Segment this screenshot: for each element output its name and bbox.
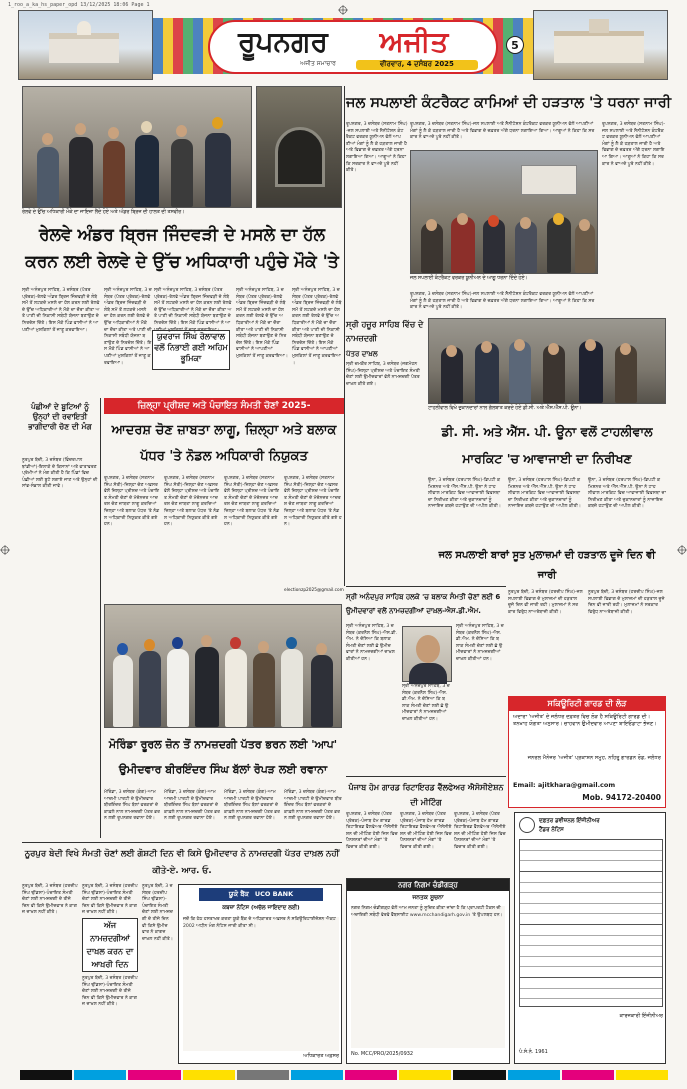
home-guard-body-col2: ਰੂਪਨਗਰ, 3 ਦਸੰਬਰ (ਪੱਤਰ ਪ੍ਰੇਰਕ)-ਪੰਜਾਬ ਹੋਮ ਗਾਰਡ ਰਿਟਾਇਰਡ ਵੈੱਲਫੇਅਰ ਐਸੋਸੀਏਸ਼ਨ ਦੀ ਮੀਟਿੰਗ ਹੋਈ ਜਿਸ ਵਿਚ ਪੈਨਸ਼ਨਰਾਂ ਦੀਆਂ ਮੰਗਾਂ 'ਤੇ ਵਿਚਾਰ ਕੀਤੀ ਗਈ। [400,812,452,874]
anandpur-headline: ਸ੍ਰੀ ਅਨੰਦਪੁਰ ਸਾਹਿਬ ਹਲਕੇ 'ਚ ਬਲਾਕ ਸੰਮਤੀ ਚੋਣਾਂ ਲਈ 6 ਉਮੀਦਵਾਰਾਂ ਵਲੋਂ ਨਾਮਜ਼ਦਗੀਆਂ ਦਾਖ਼ਲ-ਐਸ.ਡੀ.ਐਮ. [346,593,501,615]
rail-body-col3: ਸ੍ਰੀ ਅਨੰਦਪੁਰ ਸਾਹਿਬ, 3 ਦਸੰਬਰ (ਪੱਤਰ ਪ੍ਰੇਰਕ)-ਰੇਲਵੇ ਅੰਡਰ ਬ੍ਰਿਜ ਜਿੰਦਵੜੀ ਦੇ ਲੰਬੇ ਸਮੇਂ ਤੋਂ ਲਟਕਦੇ ਮਸਲੇ ਦਾ ਹੱਲ ਕਰਨ ਲਈ ਰੇਲਵੇ ਦੇ ਉੱਚ ਅਧਿਕਾਰੀਆਂ ਨੇ ਮੌਕੇ ਦਾ ਦੌਰਾ ਕੀਤਾ ਅਤੇ ਪਾਣੀ ਦੀ ਨਿਕਾਸੀ ਸਬੰਧੀ ਯੋਜਨਾ ਬਣਾਉਣ ਦੇ ਨਿਰਦੇਸ਼ ਦਿੱਤੇ। ਇਸ ਮੌਕੇ ਪਿੰਡ ਵਾਸੀਆਂ ਨੇ ਆਪਣੀਆਂ ਮੁਸ਼ਕਿਲਾਂ ਤੋਂ ਜਾਣੂ ਕਰਵਾਇਆ। [154,288,232,333]
rule-above-home-guard [346,776,506,777]
page-number-badge: 5 [506,36,524,54]
anandpur-body-col3: ਸ੍ਰੀ ਅਨੰਦਪੁਰ ਸਾਹਿਬ, 3 ਦਸੰਬਰ (ਕਰਨੈਲ ਸਿੰਘ)-ਐਸ.ਡੀ.ਐਮ. ਨੇ ਦੱਸਿਆ ਕਿ ਬਲਾਕ ਸੰਮਤੀ ਚੋਣਾਂ ਲਈ ਛੇ ਉਮੀਦਵਾਰਾਂ ਨੇ ਨਾਮਜ਼ਦਗੀਆਂ ਦਾਖ਼ਲ ਕੀਤੀਆਂ ਹਨ। [402,684,452,774]
water-strike-headline: ਜਲ ਸਪਲਾਈ ਕੰਟਰੈਕਟ ਕਾਮਿਆਂ ਦੀ ਹੜਤਾਲ 'ਤੇ ਧਰਨਾ ਜਾਰੀ [346,95,672,111]
print-slug: 1_roo_a_ka_hs_paper_opd 13/12/2025 18:06 Page 1 [8,2,150,8]
registration-mark-right [677,540,687,550]
election-body-col4: ਰੂਪਨਗਰ, 3 ਦਸੰਬਰ (ਸਤਨਾਮ ਸਿੰਘ ਸੱਤੀ)-ਜ਼ਿਲ੍ਹਾ ਚੋਣ ਅਫ਼ਸਰ ਵੱਲੋਂ ਜ਼ਿਲ੍ਹਾ ਪ੍ਰੀਸ਼ਦ ਅਤੇ ਪੰਚਾਇਤ ਸੰਮਤੀ ਚੋਣਾਂ ਦੇ ਮੱਦੇਨਜ਼ਰ ਆਦਰਸ਼ ਚੋਣ ਜ਼ਾਬਤਾ ਲਾਗੂ ਕਰਦਿਆਂ ਜ਼ਿਲ੍ਹਾ ਅਤੇ ਬਲਾਕ ਪੱਧਰ 'ਤੇ ਨੋਡਲ ਅਧਿਕਾਰੀ ਨਿਯੁਕਤ ਕੀਤੇ ਗਏ ਹਨ। [284,476,342,586]
dc-ssp-headline: ਡੀ. ਸੀ. ਅਤੇ ਐੱਸ. ਪੀ. ਊਨਾ ਵਲੋਂ ਟਾਹਲੀਵਾਲ ਮਾਰਕਿਟ 'ਚ ਆਵਾਜਾਈ ਦਾ ਨਿਰੀਖਣ [441,424,653,466]
tender-ad-subtitle: ਟੈਂਡਰ ਨੋਟਿਸ [539,827,564,833]
water-strike-body-top: ਰੂਪਨਗਰ, 3 ਦਸੰਬਰ (ਸਤਨਾਮ ਸਿੰਘ)-ਜਲ ਸਪਲਾਈ ਅਤੇ ਸੈਨੀਟੇਸ਼ਨ ਕੰਟਰੈਕਟ ਵਰਕਰ ਯੂਨੀਅਨ ਵੱਲੋਂ ਆਪਣੀਆਂ ਮੰਗਾਂ ਨੂੰ ਲੈ ਕੇ ਹੜਤਾਲ ਜਾਰੀ ਹੈ ਅਤੇ ਵਿਭਾਗ ਦੇ ਦਫ਼ਤਰ ਅੱਗੇ ਧਰਨਾ ਲਗਾਇਆ ਗਿਆ। ਆਗੂਆਂ ਨੇ ਕਿਹਾ ਕਿ ਸਰਕਾਰ ਨੇ ਵਾਅਦੇ ਪੂਰੇ ਨਹੀਂ ਕੀਤੇ। [410,122,598,148]
security-ad-mobile: Mob. 94172-20400 [582,793,661,802]
municipal-ad-title: ਨਗਰ ਨਿਗਮ ਚੰਡੀਗੜ੍ਹ [347,879,509,891]
registration-mark-top [338,0,348,10]
nomination-body: ਸ੍ਰੀ ਚਮਕੌਰ ਸਾਹਿਬ, 3 ਦਸੰਬਰ (ਜਗਮੋਹਨ ਸਿੰਘ)-ਜ਼ਿਲ੍ਹਾ ਪ੍ਰੀਸ਼ਦ ਅਤੇ ਪੰਚਾਇਤ ਸੰਮਤੀ ਚੋਣਾਂ ਲਈ ਉਮੀਦਵਾਰਾਂ ਵੱਲੋਂ ਨਾਮਜ਼ਦਗੀ ਪੱਤਰ ਦਾਖ਼ਲ ਕੀਤੇ ਗਏ। [346,362,424,582]
anandpur-portrait [402,626,452,682]
nurpur-box: ਅੱਜ ਨਾਮਜ਼ਦਗੀਆਂ ਦਾਖ਼ਲ ਕਰਨ ਦਾ ਆਖ਼ਰੀ ਦਿਨ [82,918,138,972]
dc-ssp-body-col3: ਊਨਾ, 3 ਦਸੰਬਰ (ਹਰਪਾਲ ਸਿੰਘ)-ਡਿਪਟੀ ਕਮਿਸ਼ਨਰ ਅਤੇ ਐੱਸ.ਐੱਸ.ਪੀ. ਊਨਾ ਨੇ ਟਾਹਲੀਵਾਲ ਮਾਰਕਿਟ ਵਿਚ ਆਵਾਜਾਈ ਵਿਵਸਥਾ ਦਾ ਨਿਰੀਖਣ ਕੀਤਾ ਅਤੇ ਦੁਕਾਨਦਾਰਾਂ ਨੂੰ ਨਾਜਾਇਜ਼ ਕਬਜ਼ੇ ਹਟਾਉਣ ਦੀ ਅਪੀਲ ਕੀਤੀ। [588,478,666,544]
left-rail-body: ਨੂਰਪੁਰ ਬੇਦੀ, 3 ਦਸੰਬਰ (ਵਿੰਦਰਪਾਲ ਝਾਂਡੀਆਂ)-ਇਲਾਕੇ ਦੇ ਕਿਸਾਨਾਂ ਅਤੇ ਵਾਤਾਵਰਣ ਪ੍ਰੇਮੀਆਂ ਨੇ ਮੰਗ ਕੀਤੀ ਹੈ ਕਿ ਪਿੰਡਾਂ ਵਿਚ ਪੰਛੀਆਂ ਲਈ ਬੂਟੇ ਲਗਾਏ ਜਾਣ ਅਤੇ ਉਨ੍ਹਾਂ ਦੀ ਸਾਂਭ-ਸੰਭਾਲ ਕੀਤੀ ਜਾਵੇ। [22,458,98,838]
uco-logo-bar [199,888,323,901]
tender-ad [514,812,666,1064]
uco-bank-name-en: UCO BANK [254,890,294,898]
tender-emblem-icon [519,817,535,833]
column-rule-center [344,86,345,586]
anandpur-body-col1: ਸ੍ਰੀ ਅਨੰਦਪੁਰ ਸਾਹਿਬ, 3 ਦਸੰਬਰ (ਕਰਨੈਲ ਸਿੰਘ)-ਐਸ.ਡੀ.ਐਮ. ਨੇ ਦੱਸਿਆ ਕਿ ਬਲਾਕ ਸੰਮਤੀ ਚੋਣਾਂ ਲਈ ਛੇ ਉਮੀਦਵਾਰਾਂ ਨੇ ਨਾਮਜ਼ਦਗੀਆਂ ਦਾਖ਼ਲ ਕੀਤੀਆਂ ਹਨ। [346,624,398,774]
rail-subhead-box: ਯੁਵਰਾਜ ਸਿੰਘ ਰੋਲਾਵਾਲ ਵਲੋਂ ਨਿਭਾਈ ਗਈ ਅਹਿਮ ਭੂਮਿਕਾ [152,330,230,370]
aap-photo [104,604,342,728]
rail-body-col2: ਸ੍ਰੀ ਅਨੰਦਪੁਰ ਸਾਹਿਬ, 3 ਦਸੰਬਰ (ਪੱਤਰ ਪ੍ਰੇਰਕ)-ਰੇਲਵੇ ਅੰਡਰ ਬ੍ਰਿਜ ਜਿੰਦਵੜੀ ਦੇ ਲੰਬੇ ਸਮੇਂ ਤੋਂ ਲਟਕਦੇ ਮਸਲੇ ਦਾ ਹੱਲ ਕਰਨ ਲਈ ਰੇਲਵੇ ਦੇ ਉੱਚ ਅਧਿਕਾਰੀਆਂ ਨੇ ਮੌਕੇ ਦਾ ਦੌਰਾ ਕੀਤਾ ਅਤੇ ਪਾਣੀ ਦੀ ਨਿਕਾਸੀ ਸਬੰਧੀ ਯੋਜਨਾ ਬਣਾਉਣ ਦੇ ਨਿਰਦੇਸ਼ ਦਿੱਤੇ। ਇਸ ਮੌਕੇ ਪਿੰਡ ਵਾਸੀਆਂ ਨੇ ਆਪਣੀਆਂ ਮੁਸ਼ਕਿਲਾਂ ਤੋਂ ਜਾਣੂ ਕਰਵਾਇਆ। [104,288,152,366]
aap-body-col4: ਮੋਰਿੰਡਾ, 3 ਦਸੰਬਰ (ਕੰਗ)-ਆਮ ਆਦਮੀ ਪਾਰਟੀ ਦੇ ਉਮੀਦਵਾਰ ਬੀਰਇੰਦਰ ਸਿੰਘ ਬੱਲਾਂ ਵਰਕਰਾਂ ਦੇ ਕਾਫ਼ਲੇ ਨਾਲ ਨਾਮਜ਼ਦਗੀ ਪੱਤਰ ਭਰਨ ਲਈ ਰੂਪਨਗਰ ਰਵਾਨਾ ਹੋਏ। [284,790,342,840]
masthead [18,10,668,86]
masthead-right-photo [533,10,668,80]
election-email: electionzp2025@gmail.com [284,588,344,593]
nurpur-headline: ਨੂਰਪੁਰ ਬੇਦੀ ਵਿਖੇ ਸੰਮਤੀ ਚੋਣਾਂ ਲਈ ਗੋਸ਼ਟੀ ਦਿਨ ਵੀ ਕਿਸੇ ਉਮੀਦਵਾਰ ਨੇ ਨਾਮਜ਼ਦਗੀ ਪੱਤਰ ਦਾਖ਼ਲ ਨਹੀਂ ਕੀਤੇ-ਏ. ਆਰ. ਓ. [24,849,340,876]
rail-body-col1: ਸ੍ਰੀ ਅਨੰਦਪੁਰ ਸਾਹਿਬ, 3 ਦਸੰਬਰ (ਪੱਤਰ ਪ੍ਰੇਰਕ)-ਰੇਲਵੇ ਅੰਡਰ ਬ੍ਰਿਜ ਜਿੰਦਵੜੀ ਦੇ ਲੰਬੇ ਸਮੇਂ ਤੋਂ ਲਟਕਦੇ ਮਸਲੇ ਦਾ ਹੱਲ ਕਰਨ ਲਈ ਰੇਲਵੇ ਦੇ ਉੱਚ ਅਧਿਕਾਰੀਆਂ ਨੇ ਮੌਕੇ ਦਾ ਦੌਰਾ ਕੀਤਾ ਅਤੇ ਪਾਣੀ ਦੀ ਨਿਕਾਸੀ ਸਬੰਧੀ ਯੋਜਨਾ ਬਣਾਉਣ ਦੇ ਨਿਰਦੇਸ਼ ਦਿੱਤੇ। ਇਸ ਮੌਕੇ ਪਿੰਡ ਵਾਸੀਆਂ ਨੇ ਆਪਣੀਆਂ ਮੁਸ਼ਕਿਲਾਂ ਤੋਂ ਜਾਣੂ ਕਰਵਾਇਆ। [22,288,100,396]
nurpur-body-col2b: ਨੂਰਪੁਰ ਬੇਦੀ, 3 ਦਸੰਬਰ (ਹਰਦੀਪ ਸਿੰਘ ਢੀਂਡਸਾ)-ਪੰਚਾਇਤ ਸੰਮਤੀ ਚੋਣਾਂ ਲਈ ਨਾਮਜ਼ਦਗੀ ਦੇ ਤੀਜੇ ਦਿਨ ਵੀ ਕਿਸੇ ਉਮੀਦਵਾਰ ਨੇ ਕਾਗਜ਼ ਦਾਖ਼ਲ ਨਹੀਂ ਕੀਤੇ। [82,976,138,1064]
security-ad-title: ਸਕਿਊਰਿਟੀ ਗਾਰਡ ਦੀ ਲੋੜ [509,697,665,711]
aap-headline: ਮੋਰਿੰਡਾ ਰੂਰਲ ਜ਼ੋਨ ਤੋਂ ਨਾਮਜ਼ਦਗੀ ਪੱਤਰ ਭਰਨ ਲਈ 'ਆਪ' ਉਮੀਦਵਾਰ ਬੀਰਇੰਦਰ ਸਿੰਘ ਬੱਲਾਂ ਰੋਪੜ ਲਈ ਰਵਾਨਾ [108,738,338,776]
municipal-ad-ref: No. MCC/PRO/2025/0932 [351,1051,414,1057]
nurpur-body-col3: ਨੂਰਪੁਰ ਬੇਦੀ, 3 ਦਸੰਬਰ (ਹਰਦੀਪ ਸਿੰਘ ਢੀਂਡਸਾ)-ਪੰਚਾਇਤ ਸੰਮਤੀ ਚੋਣਾਂ ਲਈ ਨਾਮਜ਼ਦਗੀ ਦੇ ਤੀਜੇ ਦਿਨ ਵੀ ਕਿਸੇ ਉਮੀਦਵਾਰ ਨੇ ਕਾਗਜ਼ ਦਾਖ਼ਲ ਨਹੀਂ ਕੀਤੇ। [142,884,174,1064]
masthead-date: ਵੀਰਵਾਰ, 4 ਦਸੰਬਰ 2025 [356,60,478,70]
dc-ssp-photo [428,318,666,404]
election-body-col3: ਰੂਪਨਗਰ, 3 ਦਸੰਬਰ (ਸਤਨਾਮ ਸਿੰਘ ਸੱਤੀ)-ਜ਼ਿਲ੍ਹਾ ਚੋਣ ਅਫ਼ਸਰ ਵੱਲੋਂ ਜ਼ਿਲ੍ਹਾ ਪ੍ਰੀਸ਼ਦ ਅਤੇ ਪੰਚਾਇਤ ਸੰਮਤੀ ਚੋਣਾਂ ਦੇ ਮੱਦੇਨਜ਼ਰ ਆਦਰਸ਼ ਚੋਣ ਜ਼ਾਬਤਾ ਲਾਗੂ ਕਰਦਿਆਂ ਜ਼ਿਲ੍ਹਾ ਅਤੇ ਬਲਾਕ ਪੱਧਰ 'ਤੇ ਨੋਡਲ ਅਧਿਕਾਰੀ ਨਿਯੁਕਤ ਕੀਤੇ ਗਏ ਹਨ। [224,476,280,602]
aap-body-col1: ਮੋਰਿੰਡਾ, 3 ਦਸੰਬਰ (ਕੰਗ)-ਆਮ ਆਦਮੀ ਪਾਰਟੀ ਦੇ ਉਮੀਦਵਾਰ ਬੀਰਇੰਦਰ ਸਿੰਘ ਬੱਲਾਂ ਵਰਕਰਾਂ ਦੇ ਕਾਫ਼ਲੇ ਨਾਲ ਨਾਮਜ਼ਦਗੀ ਪੱਤਰ ਭਰਨ ਲਈ ਰੂਪਨਗਰ ਰਵਾਨਾ ਹੋਏ। [104,790,160,840]
rule-above-anandpur [346,586,506,587]
security-ad-signoff: ਜਨਰਲ ਮੈਨੇਜਰ 'ਅਜੀਤ' ਪ੍ਰਕਾਸ਼ਨ ਸਮੂਹ, ਨਹਿਰੂ ਗਾਰਡਨ ਰੋਡ, ਜਲੰਧਰ [527,755,661,761]
water-strike-body-col1: ਰੂਪਨਗਰ, 3 ਦਸੰਬਰ (ਸਤਨਾਮ ਸਿੰਘ)-ਜਲ ਸਪਲਾਈ ਅਤੇ ਸੈਨੀਟੇਸ਼ਨ ਕੰਟਰੈਕਟ ਵਰਕਰ ਯੂਨੀਅਨ ਵੱਲੋਂ ਆਪਣੀਆਂ ਮੰਗਾਂ ਨੂੰ ਲੈ ਕੇ ਹੜਤਾਲ ਜਾਰੀ ਹੈ ਅਤੇ ਵਿਭਾਗ ਦੇ ਦਫ਼ਤਰ ਅੱਗੇ ਧਰਨਾ ਲਗਾਇਆ ਗਿਆ। ਆਗੂਆਂ ਨੇ ਕਿਹਾ ਕਿ ਸਰਕਾਰ ਨੇ ਵਾਅਦੇ ਪੂਰੇ ਨਹੀਂ ਕੀਤੇ। [346,122,408,292]
security-ad-body: ਅਦਾਰਾ 'ਅਜੀਤ' ਦੇ ਜਲੰਧਰ ਦਫ਼ਤਰ ਵਿਚ ਲੋੜ ਹੈ ਸਕਿਊਰਿਟੀ ਗਾਰਡ ਦੀ। ਤਨਖ਼ਾਹ ਯੋਗਤਾ ਅਨੁਸਾਰ। ਚਾਹਵਾਨ ਉਮੀਦਵਾਰ ਆਪਣਾ ਬਾਇਓਡਾਟਾ ਭੇਜਣ। [513,714,657,727]
nomination-kicker: ਪੱਤਰ ਦਾਖ਼ਲ [346,350,378,358]
rule-above-nurpur [22,842,342,843]
left-rail-headline: ਪੰਛੀਆਂ ਦੇ ਬੂਟਿਆਂ ਨੂੰ ਉਨ੍ਹਾਂ ਦੀ ਰਵਾਇਤੀ ਭਾਗੀਦਾਰੀ ਚੋਣ ਦੀ ਮੰਗ [28,402,92,431]
water-strike-caption: ਜਲ ਸਪਲਾਈ ਕੰਟਰੈਕਟ ਵਰਕਰ ਯੂਨੀਅਨ ਦੇ ਆਗੂ ਧਰਨਾ ਦਿੰਦੇ ਹੋਏ। [410,276,528,281]
rail-caption: ਰੇਲਵੇ ਦੇ ਉੱਚ ਅਧਿਕਾਰੀ ਮੌਕੇ ਦਾ ਜਾਇਜ਼ਾ ਲੈਂਦੇ ਹੋਏ ਅਤੇ ਅੰਡਰ ਬ੍ਰਿਜ ਦੀ ਹਾਲਤ ਦੀ ਤਸਵੀਰ। [22,210,185,215]
home-guard-body-col3: ਰੂਪਨਗਰ, 3 ਦਸੰਬਰ (ਪੱਤਰ ਪ੍ਰੇਰਕ)-ਪੰਜਾਬ ਹੋਮ ਗਾਰਡ ਰਿਟਾਇਰਡ ਵੈੱਲਫੇਅਰ ਐਸੋਸੀਏਸ਼ਨ ਦੀ ਮੀਟਿੰਗ ਹੋਈ ਜਿਸ ਵਿਚ ਪੈਨਸ਼ਨਰਾਂ ਦੀਆਂ ਮੰਗਾਂ 'ਤੇ ਵਿਚਾਰ ਕੀਤੀ ਗਈ। [454,812,506,874]
election-body-col2: ਰੂਪਨਗਰ, 3 ਦਸੰਬਰ (ਸਤਨਾਮ ਸਿੰਘ ਸੱਤੀ)-ਜ਼ਿਲ੍ਹਾ ਚੋਣ ਅਫ਼ਸਰ ਵੱਲੋਂ ਜ਼ਿਲ੍ਹਾ ਪ੍ਰੀਸ਼ਦ ਅਤੇ ਪੰਚਾਇਤ ਸੰਮਤੀ ਚੋਣਾਂ ਦੇ ਮੱਦੇਨਜ਼ਰ ਆਦਰਸ਼ ਚੋਣ ਜ਼ਾਬਤਾ ਲਾਗੂ ਕਰਦਿਆਂ ਜ਼ਿਲ੍ਹਾ ਅਤੇ ਬਲਾਕ ਪੱਧਰ 'ਤੇ ਨੋਡਲ ਅਧਿਕਾਰੀ ਨਿਯੁਕਤ ਕੀਤੇ ਗਏ ਹਨ। [164,476,220,602]
nurpur-body-col2: ਨੂਰਪੁਰ ਬੇਦੀ, 3 ਦਸੰਬਰ (ਹਰਦੀਪ ਸਿੰਘ ਢੀਂਡਸਾ)-ਪੰਚਾਇਤ ਸੰਮਤੀ ਚੋਣਾਂ ਲਈ ਨਾਮਜ਼ਦਗੀ ਦੇ ਤੀਜੇ ਦਿਨ ਵੀ ਕਿਸੇ ਉਮੀਦਵਾਰ ਨੇ ਕਾਗਜ਼ ਦਾਖ਼ਲ ਨਹੀਂ ਕੀਤੇ। [82,884,138,916]
tender-table [519,839,663,1007]
masthead-paper: ਅਜੀਤ [379,25,449,58]
rail-headline: ਰੇਲਵੇ ਅੰਡਰ ਬ੍ਰਿਜ ਜਿੰਦਵੜੀ ਦੇ ਮਸਲੇ ਦਾ ਹੱਲ ਕਰਨ ਲਈ ਰੇਲਵੇ ਦੇ ਉੱਚ ਅਧਿਕਾਰੀ ਪਹੁੰਚੇ ਮੌਕੇ 'ਤੇ [25,225,339,272]
column-rule-left [100,398,101,838]
water-strike-body-bottom: ਰੂਪਨਗਰ, 3 ਦਸੰਬਰ (ਸਤਨਾਮ ਸਿੰਘ)-ਜਲ ਸਪਲਾਈ ਅਤੇ ਸੈਨੀਟੇਸ਼ਨ ਕੰਟਰੈਕਟ ਵਰਕਰ ਯੂਨੀਅਨ ਵੱਲੋਂ ਆਪਣੀਆਂ ਮੰਗਾਂ ਨੂੰ ਲੈ ਕੇ ਹੜਤਾਲ ਜਾਰੀ ਹੈ ਅਤੇ ਵਿਭਾਗ ਦੇ ਦਫ਼ਤਰ ਅੱਗੇ ਧਰਨਾ ਲਗਾਇਆ ਗਿਆ। ਆਗੂਆਂ ਨੇ ਕਿਹਾ ਕਿ ਸਰਕਾਰ ਨੇ ਵਾਅਦੇ ਪੂਰੇ ਨਹੀਂ ਕੀਤੇ। [410,292,598,312]
rail-photo-bridge [256,86,342,208]
tender-ad-signoff: ਕਾਰਜਕਾਰੀ ਇੰਜੀਨੀਅਰ [619,1013,663,1019]
masthead-left-photo [18,10,153,80]
nomination-headline: ਸ੍ਰੀ ਹਜ਼ੂਰ ਸਾਹਿਬ ਵਿੱਚ ਦੇ ਨਾਮਜ਼ਦਗੀ [346,320,424,343]
uco-ad [178,884,342,1064]
uco-ad-signoff: ਅਧਿਕਾਰਤ ਅਫ਼ਸਰ [303,1053,339,1059]
aap-body-col2: ਮੋਰਿੰਡਾ, 3 ਦਸੰਬਰ (ਕੰਗ)-ਆਮ ਆਦਮੀ ਪਾਰਟੀ ਦੇ ਉਮੀਦਵਾਰ ਬੀਰਇੰਦਰ ਸਿੰਘ ਬੱਲਾਂ ਵਰਕਰਾਂ ਦੇ ਕਾਫ਼ਲੇ ਨਾਲ ਨਾਮਜ਼ਦਗੀ ਪੱਤਰ ਭਰਨ ਲਈ ਰੂਪਨਗਰ ਰਵਾਨਾ ਹੋਏ। [164,790,220,840]
water-strike-photo [410,150,598,274]
masthead-tagline: ਅਜੀਤ ਸਮਾਚਾਰ [300,60,336,67]
municipal-ad-body: ਨਗਰ ਨਿਗਮ ਚੰਡੀਗੜ੍ਹ ਵੱਲੋਂ ਆਮ ਜਨਤਾ ਨੂੰ ਸੂਚਿਤ ਕੀਤਾ ਜਾਂਦਾ ਹੈ ਕਿ ਪ੍ਰਾਪਰਟੀ ਟੈਕਸ ਦੀ ਅਦਾਇਗੀ ਸਬੰਧੀ ਵੇਰਵੇ ਵੈੱਬਸਾਈਟ www.mcchandigarh.gov.in 'ਤੇ ਉਪਲਬਧ ਹਨ। [351,906,505,1048]
tender-ad-title: ਦਫ਼ਤਰ ਡਵੀਜ਼ਨਲ ਇੰਜੀਨੀਅਰ [539,818,600,824]
registration-mark-left [0,540,10,550]
rail-body-col5: ਸ੍ਰੀ ਅਨੰਦਪੁਰ ਸਾਹਿਬ, 3 ਦਸੰਬਰ (ਪੱਤਰ ਪ੍ਰੇਰਕ)-ਰੇਲਵੇ ਅੰਡਰ ਬ੍ਰਿਜ ਜਿੰਦਵੜੀ ਦੇ ਲੰਬੇ ਸਮੇਂ ਤੋਂ ਲਟਕਦੇ ਮਸਲੇ ਦਾ ਹੱਲ ਕਰਨ ਲਈ ਰੇਲਵੇ ਦੇ ਉੱਚ ਅਧਿਕਾਰੀਆਂ ਨੇ ਮੌਕੇ ਦਾ ਦੌਰਾ ਕੀਤਾ ਅਤੇ ਪਾਣੀ ਦੀ ਨਿਕਾਸੀ ਸਬੰਧੀ ਯੋਜਨਾ ਬਣਾਉਣ ਦੇ ਨਿਰਦੇਸ਼ ਦਿੱਤੇ। ਇਸ ਮੌਕੇ ਪਿੰਡ ਵਾਸੀਆਂ ਨੇ ਆਪਣੀਆਂ ਮੁਸ਼ਕਿਲਾਂ ਤੋਂ ਜਾਣੂ ਕਰਵਾਇਆ। [292,288,342,394]
election-banner: ਜ਼ਿਲ੍ਹਾ ਪ੍ਰੀਸ਼ਦ ਅਤੇ ਪੰਚਾਇਤ ਸੰਮਤੀ ਚੋਣਾਂ 2025- [104,398,344,414]
water-strike2-headline: ਜਲ ਸਪਲਾਈ ਬਾਰਾਂ ਸੂਤ ਮੁਲਾਜ਼ਮਾਂ ਦੀ ਹੜਤਾਲ ਦੂਜੇ ਦਿਨ ਵੀ ਜਾਰੀ [438,550,656,581]
water-strike-body-col3: ਰੂਪਨਗਰ, 3 ਦਸੰਬਰ (ਸਤਨਾਮ ਸਿੰਘ)-ਜਲ ਸਪਲਾਈ ਅਤੇ ਸੈਨੀਟੇਸ਼ਨ ਕੰਟਰੈਕਟ ਵਰਕਰ ਯੂਨੀਅਨ ਵੱਲੋਂ ਆਪਣੀਆਂ ਮੰਗਾਂ ਨੂੰ ਲੈ ਕੇ ਹੜਤਾਲ ਜਾਰੀ ਹੈ ਅਤੇ ਵਿਭਾਗ ਦੇ ਦਫ਼ਤਰ ਅੱਗੇ ਧਰਨਾ ਲਗਾਇਆ ਗਿਆ। ਆਗੂਆਂ ਨੇ ਕਿਹਾ ਕਿ ਸਰਕਾਰ ਨੇ ਵਾਅਦੇ ਪੂਰੇ ਨਹੀਂ ਕੀਤੇ। [602,122,666,312]
dc-ssp-body-col1: ਊਨਾ, 3 ਦਸੰਬਰ (ਹਰਪਾਲ ਸਿੰਘ)-ਡਿਪਟੀ ਕਮਿਸ਼ਨਰ ਅਤੇ ਐੱਸ.ਐੱਸ.ਪੀ. ਊਨਾ ਨੇ ਟਾਹਲੀਵਾਲ ਮਾਰਕਿਟ ਵਿਚ ਆਵਾਜਾਈ ਵਿਵਸਥਾ ਦਾ ਨਿਰੀਖਣ ਕੀਤਾ ਅਤੇ ਦੁਕਾਨਦਾਰਾਂ ਨੂੰ ਨਾਜਾਇਜ਼ ਕਬਜ਼ੇ ਹਟਾਉਣ ਦੀ ਅਪੀਲ ਕੀਤੀ। [428,478,504,544]
rail-body-col4: ਸ੍ਰੀ ਅਨੰਦਪੁਰ ਸਾਹਿਬ, 3 ਦਸੰਬਰ (ਪੱਤਰ ਪ੍ਰੇਰਕ)-ਰੇਲਵੇ ਅੰਡਰ ਬ੍ਰਿਜ ਜਿੰਦਵੜੀ ਦੇ ਲੰਬੇ ਸਮੇਂ ਤੋਂ ਲਟਕਦੇ ਮਸਲੇ ਦਾ ਹੱਲ ਕਰਨ ਲਈ ਰੇਲਵੇ ਦੇ ਉੱਚ ਅਧਿਕਾਰੀਆਂ ਨੇ ਮੌਕੇ ਦਾ ਦੌਰਾ ਕੀਤਾ ਅਤੇ ਪਾਣੀ ਦੀ ਨਿਕਾਸੀ ਸਬੰਧੀ ਯੋਜਨਾ ਬਣਾਉਣ ਦੇ ਨਿਰਦੇਸ਼ ਦਿੱਤੇ। ਇਸ ਮੌਕੇ ਪਿੰਡ ਵਾਸੀਆਂ ਨੇ ਆਪਣੀਆਂ ਮੁਸ਼ਕਿਲਾਂ ਤੋਂ ਜਾਣੂ ਕਰਵਾਇਆ। [236,288,288,394]
masthead-city: ਰੂਪਨਗਰ [238,25,328,58]
aap-body-col3: ਮੋਰਿੰਡਾ, 3 ਦਸੰਬਰ (ਕੰਗ)-ਆਮ ਆਦਮੀ ਪਾਰਟੀ ਦੇ ਉਮੀਦਵਾਰ ਬੀਰਇੰਦਰ ਸਿੰਘ ਬੱਲਾਂ ਵਰਕਰਾਂ ਦੇ ਕਾਫ਼ਲੇ ਨਾਲ ਨਾਮਜ਼ਦਗੀ ਪੱਤਰ ਭਰਨ ਲਈ ਰੂਪਨਗਰ ਰਵਾਨਾ ਹੋਏ। [224,790,280,840]
uco-ad-body: ਜਦੋਂ ਕਿ ਹੇਠ ਹਸਤਾਖਰ ਕਰਤਾ ਯੂਕੋ ਬੈਂਕ ਦੇ ਅਧਿਕਾਰਤ ਅਫ਼ਸਰ ਨੇ ਸਕਿਊਰਿਟਾਈਜ਼ੇਸ਼ਨ ਐਕਟ 2002 ਅਧੀਨ ਮੰਗ ਨੋਟਿਸ ਜਾਰੀ ਕੀਤਾ ਸੀ। [183,917,339,1051]
dc-ssp-body-col2: ਊਨਾ, 3 ਦਸੰਬਰ (ਹਰਪਾਲ ਸਿੰਘ)-ਡਿਪਟੀ ਕਮਿਸ਼ਨਰ ਅਤੇ ਐੱਸ.ਐੱਸ.ਪੀ. ਊਨਾ ਨੇ ਟਾਹਲੀਵਾਲ ਮਾਰਕਿਟ ਵਿਚ ਆਵਾਜਾਈ ਵਿਵਸਥਾ ਦਾ ਨਿਰੀਖਣ ਕੀਤਾ ਅਤੇ ਦੁਕਾਨਦਾਰਾਂ ਨੂੰ ਨਾਜਾਇਜ਼ ਕਬਜ਼ੇ ਹਟਾਉਣ ਦੀ ਅਪੀਲ ਕੀਤੀ। [508,478,584,544]
municipal-ad-subtitle: ਜਨਤਕ ਸੂਚਨਾ [412,894,444,901]
dc-ssp-caption: ਟਾਹਲੀਵਾਲ ਵਿਖੇ ਦੁਕਾਨਦਾਰਾਂ ਨਾਲ ਗੱਲਬਾਤ ਕਰਦੇ ਹੋਏ ਡੀ.ਸੀ. ਅਤੇ ਐੱਸ.ਐੱਸ.ਪੀ. ਊਨਾ। [428,406,582,411]
security-ad-email: Email: ajitkhara@gmail.com [513,781,616,789]
uco-bank-name-pa: ਯੂਕੋ ਬੈਂਕ [228,890,249,898]
municipal-ad [346,878,510,1064]
anandpur-body-col2: ਸ੍ਰੀ ਅਨੰਦਪੁਰ ਸਾਹਿਬ, 3 ਦਸੰਬਰ (ਕਰਨੈਲ ਸਿੰਘ)-ਐਸ.ਡੀ.ਐਮ. ਨੇ ਦੱਸਿਆ ਕਿ ਬਲਾਕ ਸੰਮਤੀ ਚੋਣਾਂ ਲਈ ਛੇ ਉਮੀਦਵਾਰਾਂ ਨੇ ਨਾਮਜ਼ਦਗੀਆਂ ਦਾਖ਼ਲ ਕੀਤੀਆਂ ਹਨ। [456,624,506,774]
election-headline: ਆਦਰਸ਼ ਚੋਣ ਜ਼ਾਬਤਾ ਲਾਗੂ, ਜ਼ਿਲ੍ਹਾ ਅਤੇ ਬਲਾਕ ਪੱਧਰ 'ਤੇ ਨੋਡਲ ਅਧਿਕਾਰੀ ਨਿਯੁਕਤ [111,423,337,464]
home-guard-body-col1: ਰੂਪਨਗਰ, 3 ਦਸੰਬਰ (ਪੱਤਰ ਪ੍ਰੇਰਕ)-ਪੰਜਾਬ ਹੋਮ ਗਾਰਡ ਰਿਟਾਇਰਡ ਵੈੱਲਫੇਅਰ ਐਸੋਸੀਏਸ਼ਨ ਦੀ ਮੀਟਿੰਗ ਹੋਈ ਜਿਸ ਵਿਚ ਪੈਨਸ਼ਨਰਾਂ ਦੀਆਂ ਮੰਗਾਂ 'ਤੇ ਵਿਚਾਰ ਕੀਤੀ ਗਈ। [346,812,398,874]
security-guard-ad [508,696,666,808]
uco-ad-title: ਕਬਜ਼ਾ ਨੋਟਿਸ (ਅਚੱਲ ਜਾਇਦਾਦ ਲਈ) [222,905,300,911]
print-color-bar [20,1070,668,1080]
tender-ad-ref: ਪੰ.ਸੰ.ਨੰ. 1961 [519,1049,548,1055]
home-guard-headline: ਪੰਜਾਬ ਹੋਮ ਗਾਰਡ ਰਿਟਾਇਰਡ ਵੈੱਲਫੇਅਰ ਐਸੋਸੀਏਸ਼ਨ ਦੀ ਮੀਟਿੰਗ [348,783,504,807]
water-strike2-body-col2: ਨੂਰਪੁਰ ਬੇਦੀ, 3 ਦਸੰਬਰ (ਹਰਦੀਪ ਸਿੰਘ)-ਜਲ ਸਪਲਾਈ ਵਿਭਾਗ ਦੇ ਮੁਲਾਜ਼ਮਾਂ ਦੀ ਹੜਤਾਲ ਦੂਜੇ ਦਿਨ ਵੀ ਜਾਰੀ ਰਹੀ। ਮੁਲਾਜ਼ਮਾਂ ਨੇ ਸਰਕਾਰ ਵਿਰੁੱਧ ਨਾਅਰੇਬਾਜ਼ੀ ਕੀਤੀ। [588,590,666,694]
water-strike2-body-col1: ਨੂਰਪੁਰ ਬੇਦੀ, 3 ਦਸੰਬਰ (ਹਰਦੀਪ ਸਿੰਘ)-ਜਲ ਸਪਲਾਈ ਵਿਭਾਗ ਦੇ ਮੁਲਾਜ਼ਮਾਂ ਦੀ ਹੜਤਾਲ ਦੂਜੇ ਦਿਨ ਵੀ ਜਾਰੀ ਰਹੀ। ਮੁਲਾਜ਼ਮਾਂ ਨੇ ਸਰਕਾਰ ਵਿਰੁੱਧ ਨਾਅਰੇਬਾਜ਼ੀ ਕੀਤੀ। [508,590,584,694]
rail-photo-group [22,86,252,208]
election-body-col1: ਰੂਪਨਗਰ, 3 ਦਸੰਬਰ (ਸਤਨਾਮ ਸਿੰਘ ਸੱਤੀ)-ਜ਼ਿਲ੍ਹਾ ਚੋਣ ਅਫ਼ਸਰ ਵੱਲੋਂ ਜ਼ਿਲ੍ਹਾ ਪ੍ਰੀਸ਼ਦ ਅਤੇ ਪੰਚਾਇਤ ਸੰਮਤੀ ਚੋਣਾਂ ਦੇ ਮੱਦੇਨਜ਼ਰ ਆਦਰਸ਼ ਚੋਣ ਜ਼ਾਬਤਾ ਲਾਗੂ ਕਰਦਿਆਂ ਜ਼ਿਲ੍ਹਾ ਅਤੇ ਬਲਾਕ ਪੱਧਰ 'ਤੇ ਨੋਡਲ ਅਧਿਕਾਰੀ ਨਿਯੁਕਤ ਕੀਤੇ ਗਏ ਹਨ। [104,476,160,602]
nurpur-body-col1: ਨੂਰਪੁਰ ਬੇਦੀ, 3 ਦਸੰਬਰ (ਹਰਦੀਪ ਸਿੰਘ ਢੀਂਡਸਾ)-ਪੰਚਾਇਤ ਸੰਮਤੀ ਚੋਣਾਂ ਲਈ ਨਾਮਜ਼ਦਗੀ ਦੇ ਤੀਜੇ ਦਿਨ ਵੀ ਕਿਸੇ ਉਮੀਦਵਾਰ ਨੇ ਕਾਗਜ਼ ਦਾਖ਼ਲ ਨਹੀਂ ਕੀਤੇ। [22,884,78,1064]
